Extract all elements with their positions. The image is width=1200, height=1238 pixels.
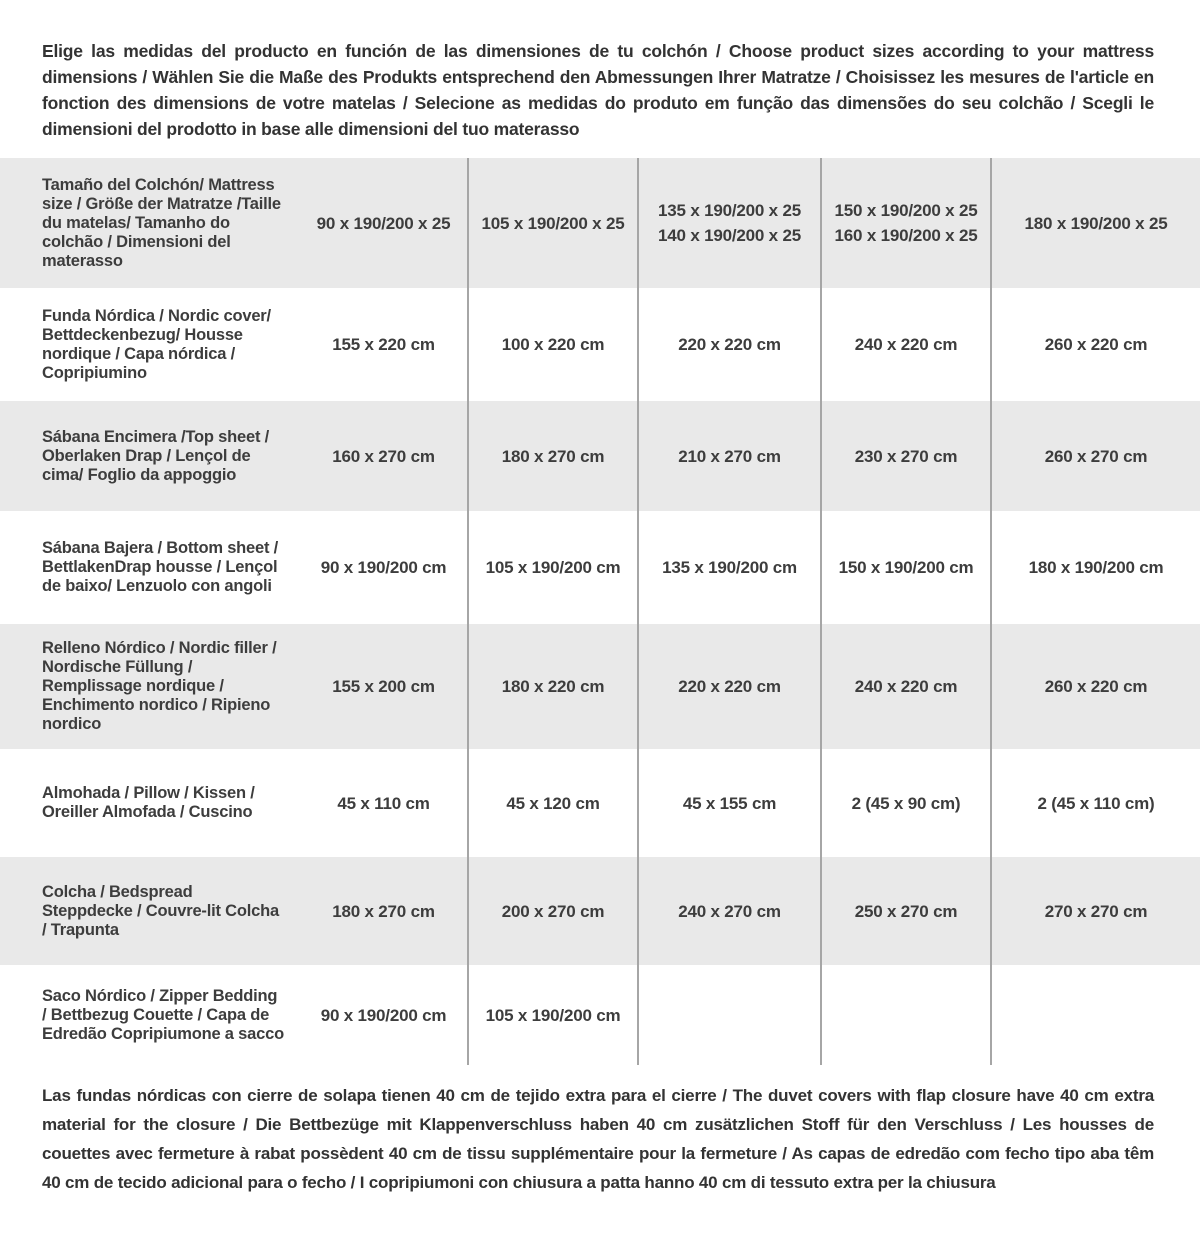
size-value-cell xyxy=(990,624,1200,749)
size-value-cell xyxy=(637,401,820,511)
header-size-cell xyxy=(637,158,820,288)
size-value-cell xyxy=(990,965,1200,1065)
header-size-value: 135 x 190/200 x 25 xyxy=(658,201,801,220)
size-value: 155 x 200 cm xyxy=(332,677,435,696)
size-value-cell xyxy=(467,857,637,965)
product-label-cell: Sábana Bajera / Bottom sheet / BettlakenDrap housse / Lençol de baixo/ Lenzuolo con angoli xyxy=(42,539,279,595)
size-value: 260 x 270 cm xyxy=(1044,446,1148,466)
size-value-cell xyxy=(990,401,1200,511)
size-value: 45 x 120 cm xyxy=(506,793,600,813)
size-value: 270 x 270 cm xyxy=(1044,901,1148,921)
size-value: 210 x 270 cm xyxy=(678,446,781,466)
table-row-bottom-sheet xyxy=(0,511,1200,624)
size-value: 240 x 220 cm xyxy=(854,335,958,354)
size-value: 220 x 220 cm xyxy=(678,677,781,696)
size-value: 100 x 220 cm xyxy=(501,335,605,354)
header-label-cell: Tamaño del Colchón/ Mattress size / Größe der Matratze /Taille du matelas/ Tamanho do colchão / Dimensioni del materasso xyxy=(42,175,281,270)
product-label-cell: Saco Nórdico / Zipper Bedding / Bettbezug Couette / Capa de Edredão Copripiumone a sacco xyxy=(42,986,284,1043)
size-value: 180 x 270 cm xyxy=(332,901,435,921)
footnote-text: Las fundas nórdicas con cierre de solapa tienen 40 cm de tejido extra para el cierre / The duvet covers with flap closure have 40 cm extra material for the closure / Die Bettbezüge mit Klappenverschluss haben 40 cm zusätzlichen Stoff für den Verschluss / Les housses de couettes avec fermeture à rabat possèdent 40 cm de tissu supplémentaire pour la fermeture / As capas de edredão com fecho tipo aba têm 40 cm de tecido adicional para o fecho / I copripiumoni con chiusura a patta hanno 40 cm di tessuto extra per la chiusura xyxy=(42,1086,1154,1192)
size-value-cell xyxy=(467,511,637,624)
size-value-cell xyxy=(300,401,467,511)
size-value: 155 x 220 cm xyxy=(332,335,435,354)
size-value: 90 x 190/200 cm xyxy=(320,1005,447,1025)
table-row-zipper-bedding xyxy=(0,965,1200,1065)
size-table xyxy=(0,158,1200,1065)
size-value-cell xyxy=(637,749,820,857)
size-value: 220 x 220 cm xyxy=(678,335,781,354)
size-value-cell xyxy=(300,511,467,624)
table-row-top-sheet xyxy=(0,401,1200,511)
table-row-bedspread xyxy=(0,857,1200,965)
header-size-value: 140 x 190/200 x 25 xyxy=(658,226,801,245)
size-value-cell xyxy=(990,511,1200,624)
header-size-value: 105 x 190/200 x 25 xyxy=(481,213,625,233)
size-value-cell xyxy=(467,965,637,1065)
table-row-nordic-filler xyxy=(0,624,1200,749)
size-value-cell xyxy=(637,288,820,401)
table-row-pillow xyxy=(0,749,1200,857)
size-value: 260 x 220 cm xyxy=(1044,677,1148,696)
size-value: 45 x 110 cm xyxy=(337,793,430,813)
size-value-cell xyxy=(820,401,990,511)
size-value: 250 x 270 cm xyxy=(854,901,958,921)
product-label-cell: Sábana Encimera /Top sheet / Oberlaken Drap / Lençol de cima/ Foglio da appoggio xyxy=(42,427,270,484)
header-size-value: 160 x 190/200 x 25 xyxy=(834,226,978,245)
intro-text: Elige las medidas del producto en función de las dimensiones de tu colchón / Choose product sizes according to your mattress dimensions / Wählen Sie die Maße des Produkts entsprechend den Abmessungen Ihrer Matratze / Choisissez les mesures de l'article en fonction des dimensions de votre matelas / Selecione as medidas do produto em função das dimensões do seu colchão / Scegli le dimensioni del prodotto in base alle dimensioni del tuo materasso xyxy=(42,41,1154,139)
size-value: 240 x 220 cm xyxy=(854,677,958,696)
size-value-cell xyxy=(820,749,990,857)
product-label-cell: Almohada / Pillow / Kissen / Oreiller Almofada / Cuscino xyxy=(42,784,255,821)
header-size-cell xyxy=(820,158,990,288)
size-value: 240 x 270 cm xyxy=(678,901,781,921)
product-label-cell: Relleno Nórdico / Nordic filler / Nordische Füllung / Remplissage nordique / Enchimento nordico / Ripieno nordico xyxy=(42,639,277,733)
size-guide-page xyxy=(0,38,1200,1197)
size-value: 135 x 190/200 cm xyxy=(662,558,797,577)
size-value-cell xyxy=(990,857,1200,965)
size-value: 2 (45 x 90 cm) xyxy=(851,793,961,813)
size-value-cell xyxy=(990,288,1200,401)
product-label-cell: Colcha / Bedspread Steppdecke / Couvre-lit Colcha / Trapunta xyxy=(42,882,279,939)
size-value: 180 x 220 cm xyxy=(501,677,605,696)
size-value-cell xyxy=(300,624,467,749)
size-value: 160 x 270 cm xyxy=(332,446,435,466)
size-value: 150 x 190/200 cm xyxy=(838,558,974,577)
product-label-cell: Funda Nórdica / Nordic cover/ Bettdeckenbezug/ Housse nordique / Capa nórdica / Copripiumino xyxy=(42,306,271,382)
size-value-cell xyxy=(820,857,990,965)
size-value-cell xyxy=(637,857,820,965)
size-value: 2 (45 x 110 cm) xyxy=(1037,793,1155,813)
size-value-cell xyxy=(820,288,990,401)
size-value: 105 x 190/200 cm xyxy=(485,558,621,577)
size-value: 45 x 155 cm xyxy=(682,793,777,813)
size-value-cell xyxy=(820,965,990,1065)
header-size-value: 180 x 190/200 x 25 xyxy=(1024,213,1168,233)
size-value-cell xyxy=(300,288,467,401)
size-value-cell xyxy=(820,511,990,624)
size-value-cell xyxy=(990,749,1200,857)
header-size-cell xyxy=(990,158,1200,288)
size-value-cell xyxy=(637,965,820,1065)
header-size-value: 90 x 190/200 x 25 xyxy=(316,213,451,233)
size-value-cell xyxy=(300,857,467,965)
size-value: 200 x 270 cm xyxy=(501,901,605,921)
size-value-cell xyxy=(467,624,637,749)
table-header-row xyxy=(0,158,1200,288)
size-value: 230 x 270 cm xyxy=(854,446,958,466)
size-value: 105 x 190/200 cm xyxy=(485,1005,621,1025)
size-value-cell xyxy=(467,401,637,511)
size-value-cell xyxy=(467,749,637,857)
size-value-cell xyxy=(300,749,467,857)
size-value-cell xyxy=(637,624,820,749)
header-size-cell xyxy=(467,158,637,288)
size-value: 90 x 190/200 cm xyxy=(320,558,447,577)
header-size-cell xyxy=(300,158,467,288)
size-value: 260 x 220 cm xyxy=(1044,335,1148,354)
header-size-value: 150 x 190/200 x 25 xyxy=(834,201,978,220)
size-value: 180 x 270 cm xyxy=(501,446,605,466)
size-value-cell xyxy=(637,511,820,624)
size-value: 180 x 190/200 cm xyxy=(1028,558,1164,577)
size-value-cell xyxy=(300,965,467,1065)
size-value-cell xyxy=(820,624,990,749)
size-value-cell xyxy=(467,288,637,401)
table-row-nordic-cover xyxy=(0,288,1200,401)
